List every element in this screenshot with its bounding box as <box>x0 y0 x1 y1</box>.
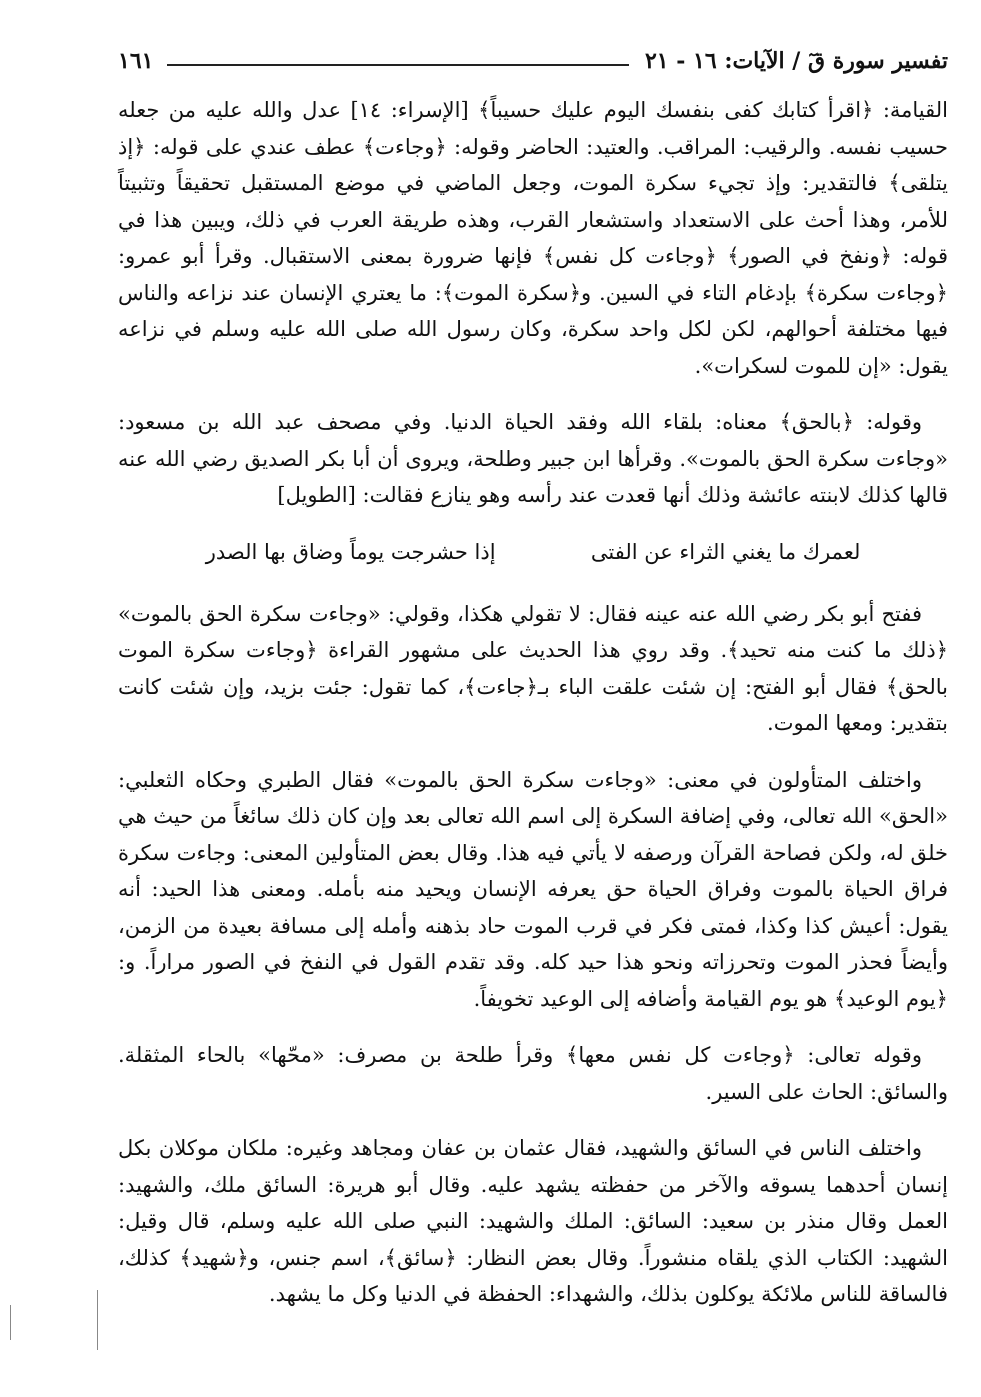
scan-margin-mark <box>97 1290 98 1350</box>
poetry-verse <box>158 534 908 570</box>
verse-first-hemistich: لعمرك ما يغني الثراء عن الفتى <box>590 539 861 564</box>
paragraph-1: القيامة: ﴿اقرأ كتابك كفى بنفسك اليوم عليك حسيباً﴾ [الإسراء: ١٤] عدل والله عليه من جعله حسيب نفسه. والرقيب: المراقب. والعتيد: الحاضر وقوله: ﴿وجاءت﴾ عطف عندي على قوله: ﴿إذ يتلقى﴾ فالتقدير: وإذ تجيء سكرة الموت، وجعل الماضي في موضع المستقبل تحقيقاً وتثبيتاً للأمر، وهذا أحث على الاستعداد واستشعار القرب، وهذه طريقة العرب في ذلك، ويبين هذا في قوله: ﴿ونفخ في الصور﴾ ﴿وجاءت كل نفس﴾ فإنها ضرورة بمعنى الاستقبال. وقرأ أبو عمرو: ﴿وجاءت سكرة﴾ بإدغام التاء في السين. و﴿سكرة الموت﴾: ما يعتري الإنسان عند نزاعه والناس فيها مختلفة أحوالهم، لكن لكل واحد سكرة، وكان رسول الله صلى الله عليه وسلم في نزاعه يقول: «إن للموت لسكرات». <box>118 98 948 378</box>
page-number: ١٦١ <box>118 48 154 74</box>
scan-margin-mark-lower <box>10 1305 11 1340</box>
running-header <box>118 30 948 80</box>
verse-second-hemistich: إذا حشرجت يوماً وضاق بها الصدر <box>205 539 496 564</box>
body-text <box>118 92 948 1313</box>
paragraph-3: ففتح أبو بكر رضي الله عنه عينه فقال: لا تقولي هكذا، وقولي: «وجاءت سكرة الحق بالموت» ﴿ذلك ما كنت منه تحيد﴾. وقد روي هذا الحديث على مشهور القراءة ﴿وجاءت سكرة الموت بالحق﴾ فقال أبو الفتح: إن شئت علقت الباء بـ﴿جاءت﴾، كما تقول: جئت بزيد، وإن شئت كانت بتقدير: ومعها الموت. <box>118 601 948 735</box>
header-rule <box>167 64 628 66</box>
page <box>118 30 948 1370</box>
paragraph-4: واختلف المتأولون في معنى: «وجاءت سكرة الحق بالموت» فقال الطبري وحكاه الثعلبي: «الحق» الله تعالى، وفي إضافة السكرة إلى اسم الله تعالى بعد وإن كان ذلك سائغاً من حيث هي خلق له، ولكن فصاحة القرآن ورصفه لا يأتي فيه هذا. وقال بعض المتأولين المعنى: وجاءت سكرة فراق الحياة بالموت وفراق الحياة حق يعرفه الإنسان ويحيد منه بأمله. ومعنى هذا الحيد: أنه يقول: أعيش كذا وكذا، فمتى فكر في قرب الموت حاد بذهنه وأمله إلى مسافة بعيدة من الزمن، وأيضاً فحذر الموت وتحرزاته ونحو هذا حيد كله. وقد تقدم القول في النفخ في الصور مراراً. و: ﴿يوم الوعيد﴾ هو يوم القيامة وأضافه إلى الوعيد تخويفاً. <box>118 767 948 1011</box>
paragraph-2: وقوله: ﴿بالحق﴾ معناه: بلقاء الله وفقد الحياة الدنيا. وفي مصحف عبد الله بن مسعود: «وجاءت سكرة الحق بالموت». وقرأها ابن جبير وطلحة، ويروى أن أبا بكر الصديق رضي الله عنه قالها كذلك لابنته عائشة وذلك أنها قعدت عند رأسه وهو ينازع فقالت: [الطويل] <box>118 410 948 507</box>
header-title: تفسير سورة قٓ / الآيات: ١٦ - ٢١ <box>644 48 948 74</box>
paragraph-6: واختلف الناس في السائق والشهيد، فقال عثمان بن عفان ومجاهد وغيره: ملكان موكلان بكل إنسان أحدهما يسوقه والآخر من حفظته يشهد عليه. وقال أبو هريرة: السائق ملك، والشهيد: العمل وقال منذر بن سعيد: السائق: الملك والشهيد: النبي صلى الله عليه وسلم، قال وقيل: الشهيد: الكتاب الذي يلقاه منشوراً. وقال بعض النظار: ﴿سائق﴾، اسم جنس، و﴿شهيد﴾ كذلك، فالساقة للناس ملائكة يوكلون بذلك، والشهداء: الحفظة في الدنيا وكل ما يشهد. <box>118 1136 949 1306</box>
paragraph-5: وقوله تعالى: ﴿وجاءت كل نفس معها﴾ وقرأ طلحة بن مصرف: «محّها» بالحاء المثقلة. والسائق: الحاث على السير. <box>118 1043 948 1104</box>
